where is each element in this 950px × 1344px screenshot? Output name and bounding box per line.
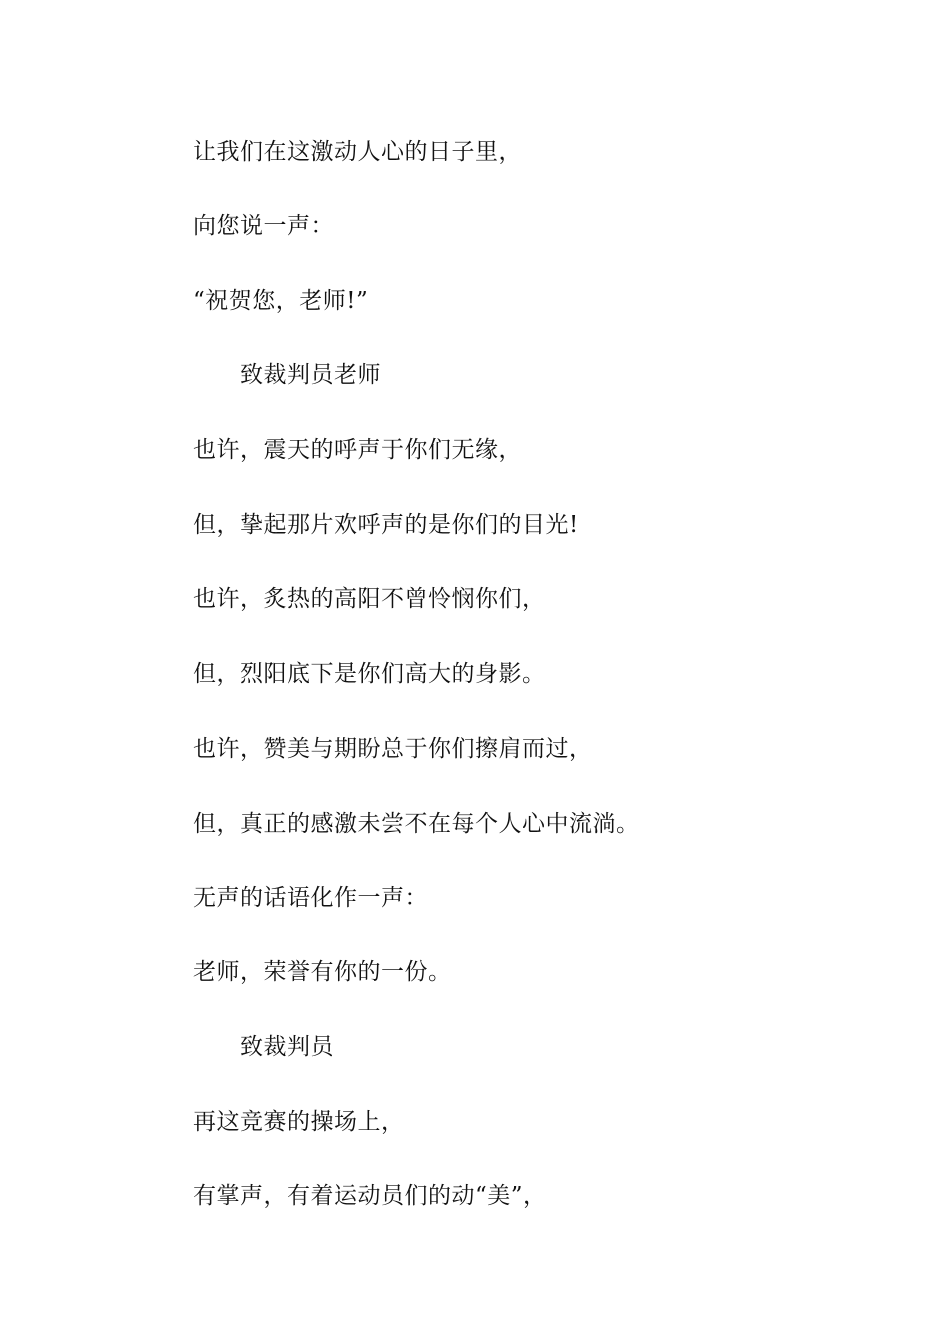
- text-line: 也许，炙热的高阳不曾怜悯你们，: [193, 586, 546, 612]
- text-line: 但，烈阳底下是你们高大的身影。: [193, 661, 546, 687]
- text-line: 也许，赞美与期盼总于你们擦肩而过，: [193, 736, 593, 762]
- text-line: 有掌声，有着运动员们的动“美”，: [193, 1183, 547, 1209]
- text-line: 再这竞赛的操场上，: [193, 1109, 405, 1135]
- section-heading: 致裁判员老师: [240, 362, 381, 388]
- text-line: 让我们在这激动人心的日子里，: [193, 139, 522, 165]
- section-heading: 致裁判员: [240, 1034, 334, 1060]
- text-line: 无声的话语化作一声：: [193, 885, 428, 911]
- text-line: 向您说一声：: [193, 213, 334, 239]
- text-line: 但，真正的感激未尝不在每个人心中流淌。: [193, 811, 640, 837]
- text-line: “祝贺您，老师!”: [193, 288, 369, 314]
- text-line: 也许，震天的呼声于你们无缘，: [193, 437, 522, 463]
- text-line: 老师，荣誉有你的一份。: [193, 959, 452, 985]
- text-line: 但，挚起那片欢呼声的是你们的目光!: [193, 512, 579, 538]
